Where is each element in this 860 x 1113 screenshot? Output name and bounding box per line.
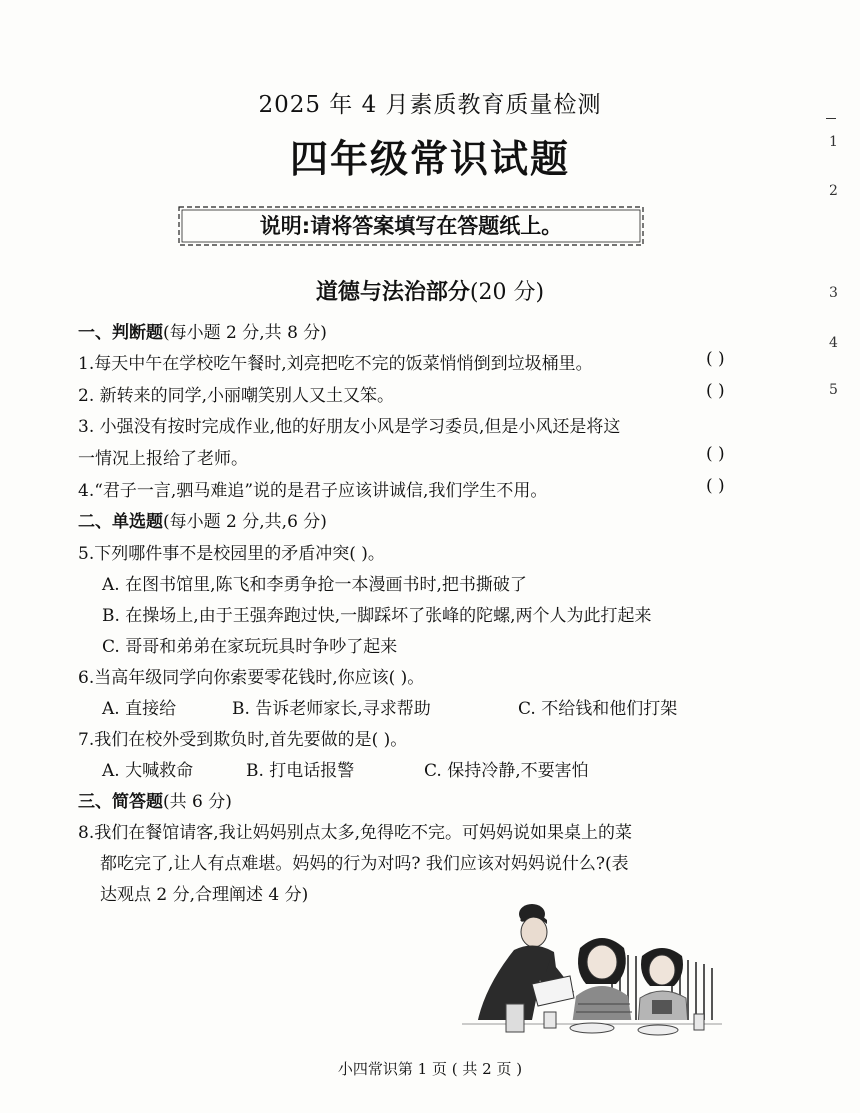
section-short-answer [78, 787, 232, 812]
question-8-line2: 都吃完了,让人有点难堪。妈妈的行为对吗? 我们应该对妈妈说什么?(表 [100, 854, 629, 874]
notice-text: 说明:请将答案填写在答题纸上。 [259, 214, 563, 238]
question-8-line1: 8.我们在餐馆请客,我让妈妈别点太多,免得吃不完。可妈妈说如果桌上的菜 [78, 823, 633, 843]
section-note: (共 6 分) [163, 792, 232, 812]
margin-number-5: 5 [829, 382, 838, 398]
question-7-option-b[interactable]: B. 打电话报警 [246, 761, 355, 781]
section-title: 一、判断题 [78, 323, 163, 343]
answer-blank-1[interactable]: ( ) [706, 349, 725, 369]
answer-blank-4[interactable]: ( ) [706, 476, 725, 496]
answer-blank-2[interactable]: ( ) [706, 381, 725, 401]
question-6-option-b[interactable]: B. 告诉老师家长,寻求帮助 [232, 699, 431, 719]
margin-tick [826, 118, 836, 119]
section-note: (每小题 2 分,共 8 分) [163, 323, 327, 343]
section-title: 三、简答题 [78, 792, 163, 812]
page-title: 四年级常识试题 [289, 137, 570, 181]
question-7-option-a[interactable]: A. 大喊救命 [102, 761, 194, 781]
question-4: 4.“君子一言,驷马难追”说的是君子应该讲诚信,我们学生不用。 [78, 481, 548, 501]
answer-blank-3[interactable]: ( ) [706, 444, 725, 464]
question-2: 2. 新转来的同学,小丽嘲笑别人又土又笨。 [78, 386, 395, 406]
part-name: 道德与法治部分 [315, 280, 470, 305]
question-6: 6.当高年级同学向你索要零花钱时,你应该( )。 [78, 668, 425, 688]
question-1: 1.每天中午在学校吃午餐时,刘亮把吃不完的饭菜悄悄倒到垃圾桶里。 [78, 354, 593, 374]
part-score: (20 分) [469, 280, 545, 305]
section-note: (每小题 2 分,共,6 分) [163, 512, 327, 532]
question-5-option-c[interactable]: C. 哥哥和弟弟在家玩玩具时争吵了起来 [102, 637, 398, 657]
margin-number-2: 2 [829, 183, 838, 199]
question-7: 7.我们在校外受到欺负时,首先要做的是( )。 [78, 730, 408, 750]
exam-name: 2025 年 4 月素质教育质量检测 [258, 92, 602, 118]
section-title: 二、单选题 [78, 512, 163, 532]
page-footer: 小四常识第 1 页 ( 共 2 页 ) [337, 1060, 523, 1078]
question-5: 5.下列哪件事不是校园里的矛盾冲突( )。 [78, 544, 385, 564]
margin-number-3: 3 [829, 285, 838, 301]
section-single-choice [78, 507, 327, 532]
margin-number-4: 4 [829, 335, 838, 351]
question-3-line1: 3. 小强没有按时完成作业,他的好朋友小风是学习委员,但是小风还是将这 [78, 417, 621, 437]
part-title [0, 275, 860, 306]
notice-box [176, 203, 646, 249]
restaurant-illustration [462, 900, 722, 1044]
margin-number-1: 1 [829, 134, 838, 150]
question-6-option-a[interactable]: A. 直接给 [102, 699, 177, 719]
question-3-line2: 一情况上报给了老师。 [78, 449, 248, 469]
question-5-option-a[interactable]: A. 在图书馆里,陈飞和李勇争抢一本漫画书时,把书撕破了 [102, 575, 527, 595]
question-7-option-c[interactable]: C. 保持冷静,不要害怕 [424, 761, 589, 781]
question-5-option-b[interactable]: B. 在操场上,由于王强奔跑过快,一脚踩坏了张峰的陀螺,两个人为此打起来 [102, 606, 652, 626]
section-judgment [78, 318, 327, 343]
question-6-option-c[interactable]: C. 不给钱和他们打架 [518, 699, 678, 719]
question-8-line3: 达观点 2 分,合理阐述 4 分) [100, 885, 309, 905]
